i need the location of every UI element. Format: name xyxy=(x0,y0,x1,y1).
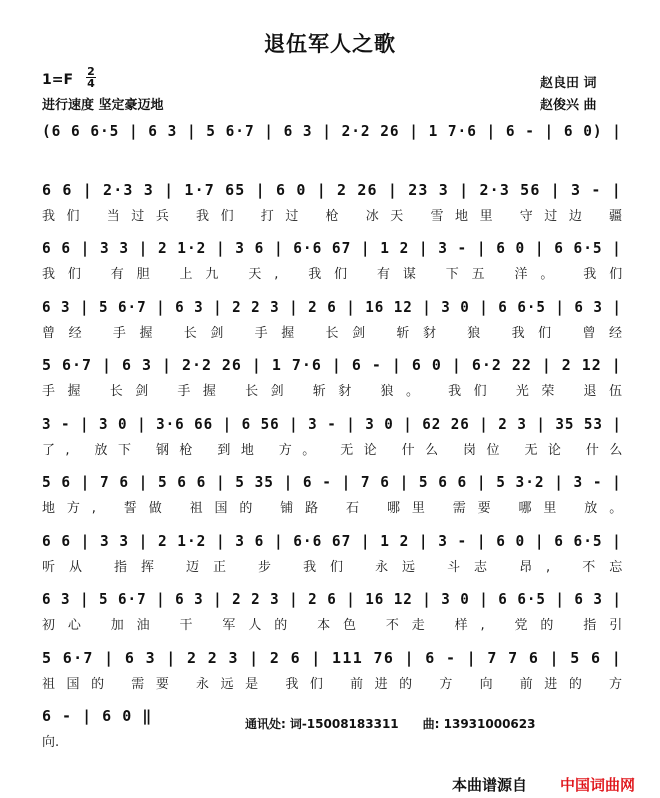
lyric-line: 向. xyxy=(42,735,60,750)
lyric-line: 了, 放下 钢枪 到地 方。 无论 什么 岗位 无论 什么 xyxy=(42,442,633,458)
tempo-marking: 进行速度 坚定豪迈地 xyxy=(42,98,164,113)
lyric-line: 我们 当过兵 我们 打过 枪 冰天 雪地里 守过边 疆 xyxy=(42,208,634,224)
lyric-line: 初心 加油 干 军人的 本色 不走 样, 党的 指引 xyxy=(42,618,636,633)
contact-label: 通讯处: xyxy=(245,717,286,731)
key-signature: 1=F xyxy=(42,72,74,88)
site-name[interactable]: 中国词曲网 xyxy=(560,776,636,794)
lyricist-credit: 赵良田 词 xyxy=(540,76,597,91)
notation-line: 6 3 | 5 6·7 | 6 3 | 2 2 3 | 2 6 | 16 12 | 3 0 | 6 6·5 | 6 3 | xyxy=(42,297,622,316)
notation-line: 6 - | 6 0 ‖ xyxy=(42,707,153,725)
composer-phone: 曲: 13931000623 xyxy=(422,717,536,731)
song-title: 退伍军人之歌 xyxy=(264,32,396,56)
notation-line: 5 6·7 | 6 3 | 2·2 26 | 1 7·6 | 6 - | 6 0 | 6·2 22 | 2 12 | xyxy=(42,356,622,374)
lyric-line: 地方, 誓做 祖国的 铺路 石 哪里 需要 哪里 放。 xyxy=(42,501,635,516)
lyric-line: 曾经 手握 长剑 手握 长剑 斩豺 狼 我们 曾经 xyxy=(42,325,636,341)
notation-line: 6 6 | 3 3 | 2 1·2 | 3 6 | 6·6 67 | 1 2 | 3 - | 6 0 | 6 6·5 | xyxy=(42,239,622,257)
lyricist-phone: 词-15008183311 xyxy=(289,717,399,731)
notation-line: 5 6 | 7 6 | 5 6 6 | 5 35 | 6 - | 7 6 | 5 6 6 | 5 3·2 | 3 - | xyxy=(42,473,622,491)
time-signature xyxy=(86,66,96,89)
notation-line: 6 6 | 2·3 3 | 1·7 65 | 6 0 | 2 26 | 23 3 | 2·3 56 | 3 - | xyxy=(42,180,622,199)
contact-info xyxy=(245,715,559,732)
notation-line: (6 6 6·5 | 6 3 | 5 6·7 | 6 3 | 2·2 26 | 1 7·6 | 6 - | 6 0) | xyxy=(42,122,622,140)
meter-bottom: 4 xyxy=(87,77,95,90)
composer-credit: 赵俊兴 曲 xyxy=(540,98,597,113)
notation-line: 6 6 | 3 3 | 2 1·2 | 3 6 | 6·6 67 | 1 2 | 3 - | 6 0 | 6 6·5 | xyxy=(42,531,622,550)
lyric-line: 手握 长剑 手握 长剑 斩豺 狼。 我们 光荣 退伍 xyxy=(42,384,635,399)
notation-line: 6 3 | 5 6·7 | 6 3 | 2 2 3 | 2 6 | 16 12 | 3 0 | 6 6·5 | 6 3 | xyxy=(42,590,622,608)
meter-top: 2 xyxy=(87,65,95,78)
lyric-line: 听从 指挥 迈正 步 我们 永远 斗志 昂, 不忘 xyxy=(42,559,637,575)
source-label: 本曲谱源自 xyxy=(452,776,528,794)
notation-line: 5 6·7 | 6 3 | 2 2 3 | 2 6 | 111 76 | 6 - | 7 7 6 | 5 6 | xyxy=(42,648,623,667)
lyric-line: 我们 有胆 上九 天, 我们 有谋 下五 洋。 我们 xyxy=(42,267,636,282)
lyric-line: 祖国的 需要 永远是 我们 前进的 方 向 前进的 方 xyxy=(42,676,634,692)
notation-line: 3 - | 3 0 | 3·6 66 | 6 56 | 3 - | 3 0 | 62 26 | 2 3 | 35 53 | xyxy=(42,414,622,433)
